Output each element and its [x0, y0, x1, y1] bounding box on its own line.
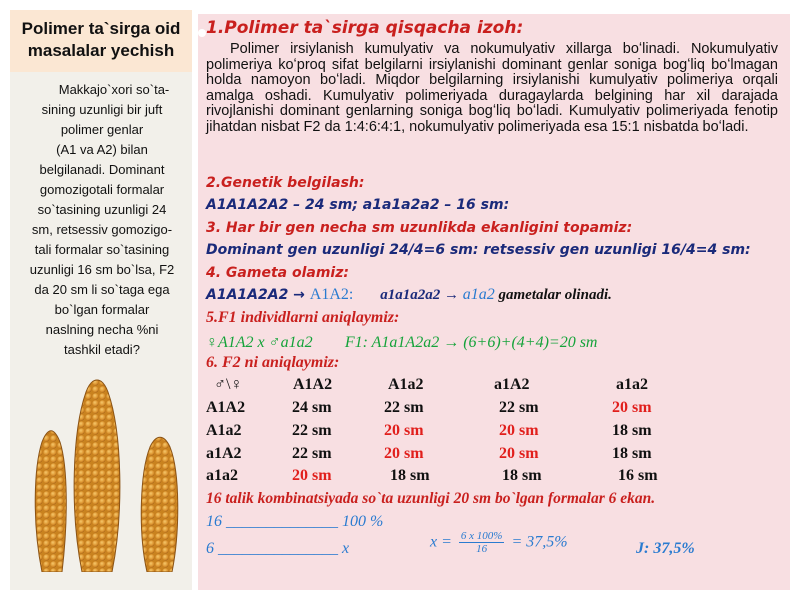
answer: J: 37,5% — [636, 540, 695, 557]
explanation-paragraph: Polimer irsiylanish kumulyativ va nokumulyativ xillarga boʻlinadi. Nokumulyativ polimeriya koʻproq sifat belgilarni irsiylanishi dominant genlar soniga bogʻliq boʻlmagan holda namoyon boʻladi. Miqdor belgilarning irsiylanishi kumulyativ polimeriya orqali amalga oshadi. Kumulyativ polimeriyada duragaylarda belgining har xil darajada rivojlanishi dominant genlarning soniga bogʻliq boʻladi. Kumulyativ polimeriyada fenotip jihatdan nisbat F2 da 1:4:6:4:1, nokumulyativ polimeriyada esa 15:1 nisbatda boʻladi. — [206, 41, 778, 135]
table-row-header: a1a2 — [206, 467, 238, 484]
table-cell: 24 sm — [292, 399, 332, 416]
f1-cross: ♀A1A2 x ♂a1a2 — [206, 334, 313, 351]
problem-text — [18, 80, 186, 360]
table-cell-highlight: 20 sm — [292, 467, 332, 484]
table-cell: 22 sm — [499, 399, 539, 416]
heading-6: 6. F2 ni aniqlaymiz: — [206, 354, 340, 371]
gamete-suffix: gametalar olinadi. — [494, 287, 612, 303]
table-row-header: a1A2 — [206, 445, 242, 462]
table-cell: 16 sm — [618, 467, 658, 484]
table-cell: 18 sm — [612, 445, 652, 462]
gamete-parent-2: a1a1a2a2 → — [380, 287, 463, 303]
formula-rhs: = 37,5% — [511, 533, 568, 551]
problem-title: Polimer ta`sirga oid masalalar yechish — [10, 10, 192, 72]
table-cell: 18 sm — [390, 467, 430, 484]
conclusion: 16 talik kombinatsiyada so`ta uzunligi 20 sm bo`lgan formalar 6 ekan. — [206, 490, 656, 507]
table-col-header: A1A2 — [293, 376, 333, 393]
problem-line: gomozigotali formalar — [39, 182, 165, 197]
corn-cob-left — [35, 431, 66, 572]
problem-line: uzunligi 16 sm bo`lsa, F2 — [29, 262, 175, 277]
problem-line: tashkil etadi? — [64, 342, 140, 357]
table-cell-highlight: 20 sm — [612, 399, 652, 416]
table-cell: 18 sm — [612, 422, 652, 439]
table-col-header: A1a2 — [388, 376, 424, 393]
formula — [430, 530, 568, 555]
heading-3: 3. Har bir gen necha sm uzunlikda ekanligini topamiz: — [206, 220, 633, 236]
table-row-header: A1A2 — [206, 399, 246, 416]
table-cell-highlight: 20 sm — [384, 422, 424, 439]
table-cell: 22 sm — [292, 422, 332, 439]
problem-line: sm, retsessiv gomozigo- — [31, 222, 173, 237]
problem-line: (A1 va A2) bilan — [56, 142, 148, 157]
corn-cobs-image — [22, 372, 190, 572]
formula-denominator: 16 — [476, 543, 488, 555]
table-col-header: a1A2 — [494, 376, 530, 393]
gamete-1: A1A2: — [309, 286, 354, 303]
problem-line: polimer genlar — [60, 122, 144, 137]
problem-panel — [10, 10, 192, 590]
table-cell: 18 sm — [502, 467, 542, 484]
problem-line: naslning necha %ni — [45, 322, 159, 337]
table-cell-highlight: 20 sm — [499, 422, 539, 439]
heading-1: 1.Polimer ta`sirga qisqacha izoh: — [206, 18, 524, 38]
gamete-2: a1a2 — [462, 286, 495, 303]
formula-numerator: 6 x 100% — [460, 530, 503, 542]
gamete-parent-1: A1A1A2A2 → — [206, 287, 310, 303]
table-corner: ♂\♀ — [214, 376, 243, 393]
problem-line: Makkajo`xori so`ta- — [58, 82, 170, 97]
punnett-table — [198, 14, 790, 494]
problem-line: bo`lgan formalar — [54, 302, 150, 317]
solution-panel — [198, 14, 790, 590]
problem-line: da 20 sm li so`taga ega — [34, 282, 170, 297]
table-cell-highlight: 20 sm — [384, 445, 424, 462]
problem-line: belgilanadi. Dominant — [39, 162, 165, 177]
problem-line: sining uzunligi bir juft — [41, 102, 163, 117]
heading-4: 4. Gameta olamiz: — [206, 265, 349, 281]
gene-length-line: Dominant gen uzunligi 24/4=6 sm: retsessiv gen uzunligi 16/4=4 sm: — [206, 242, 751, 258]
problem-line: so`tasining uzunligi 24 — [37, 202, 167, 217]
genetic-notation: A1A1A2A2 – 24 sm; a1a1a2a2 – 16 sm: — [206, 197, 510, 213]
table-col-header: a1a2 — [616, 376, 648, 393]
table-row-header: A1a2 — [206, 422, 242, 439]
corn-cob-middle — [74, 380, 120, 572]
heading-5: 5.F1 individlarni aniqlaymiz: — [206, 309, 400, 326]
f1-result: F1: A1a1A2a2 → (6+6)+(4+4)=20 sm — [344, 334, 598, 351]
problem-line: tali formalar so`tasining — [34, 242, 170, 257]
proportion-line-2: 6 _______________ x — [206, 540, 350, 557]
formula-fraction — [459, 530, 505, 555]
heading-2: 2.Genetik belgilash: — [206, 175, 365, 191]
table-cell-highlight: 20 sm — [499, 445, 539, 462]
table-cell: 22 sm — [292, 445, 332, 462]
formula-lhs: x = — [430, 533, 452, 551]
corn-cob-right — [141, 437, 178, 572]
proportion-line-1: 16 ______________ 100 % — [206, 513, 384, 530]
table-cell: 22 sm — [384, 399, 424, 416]
